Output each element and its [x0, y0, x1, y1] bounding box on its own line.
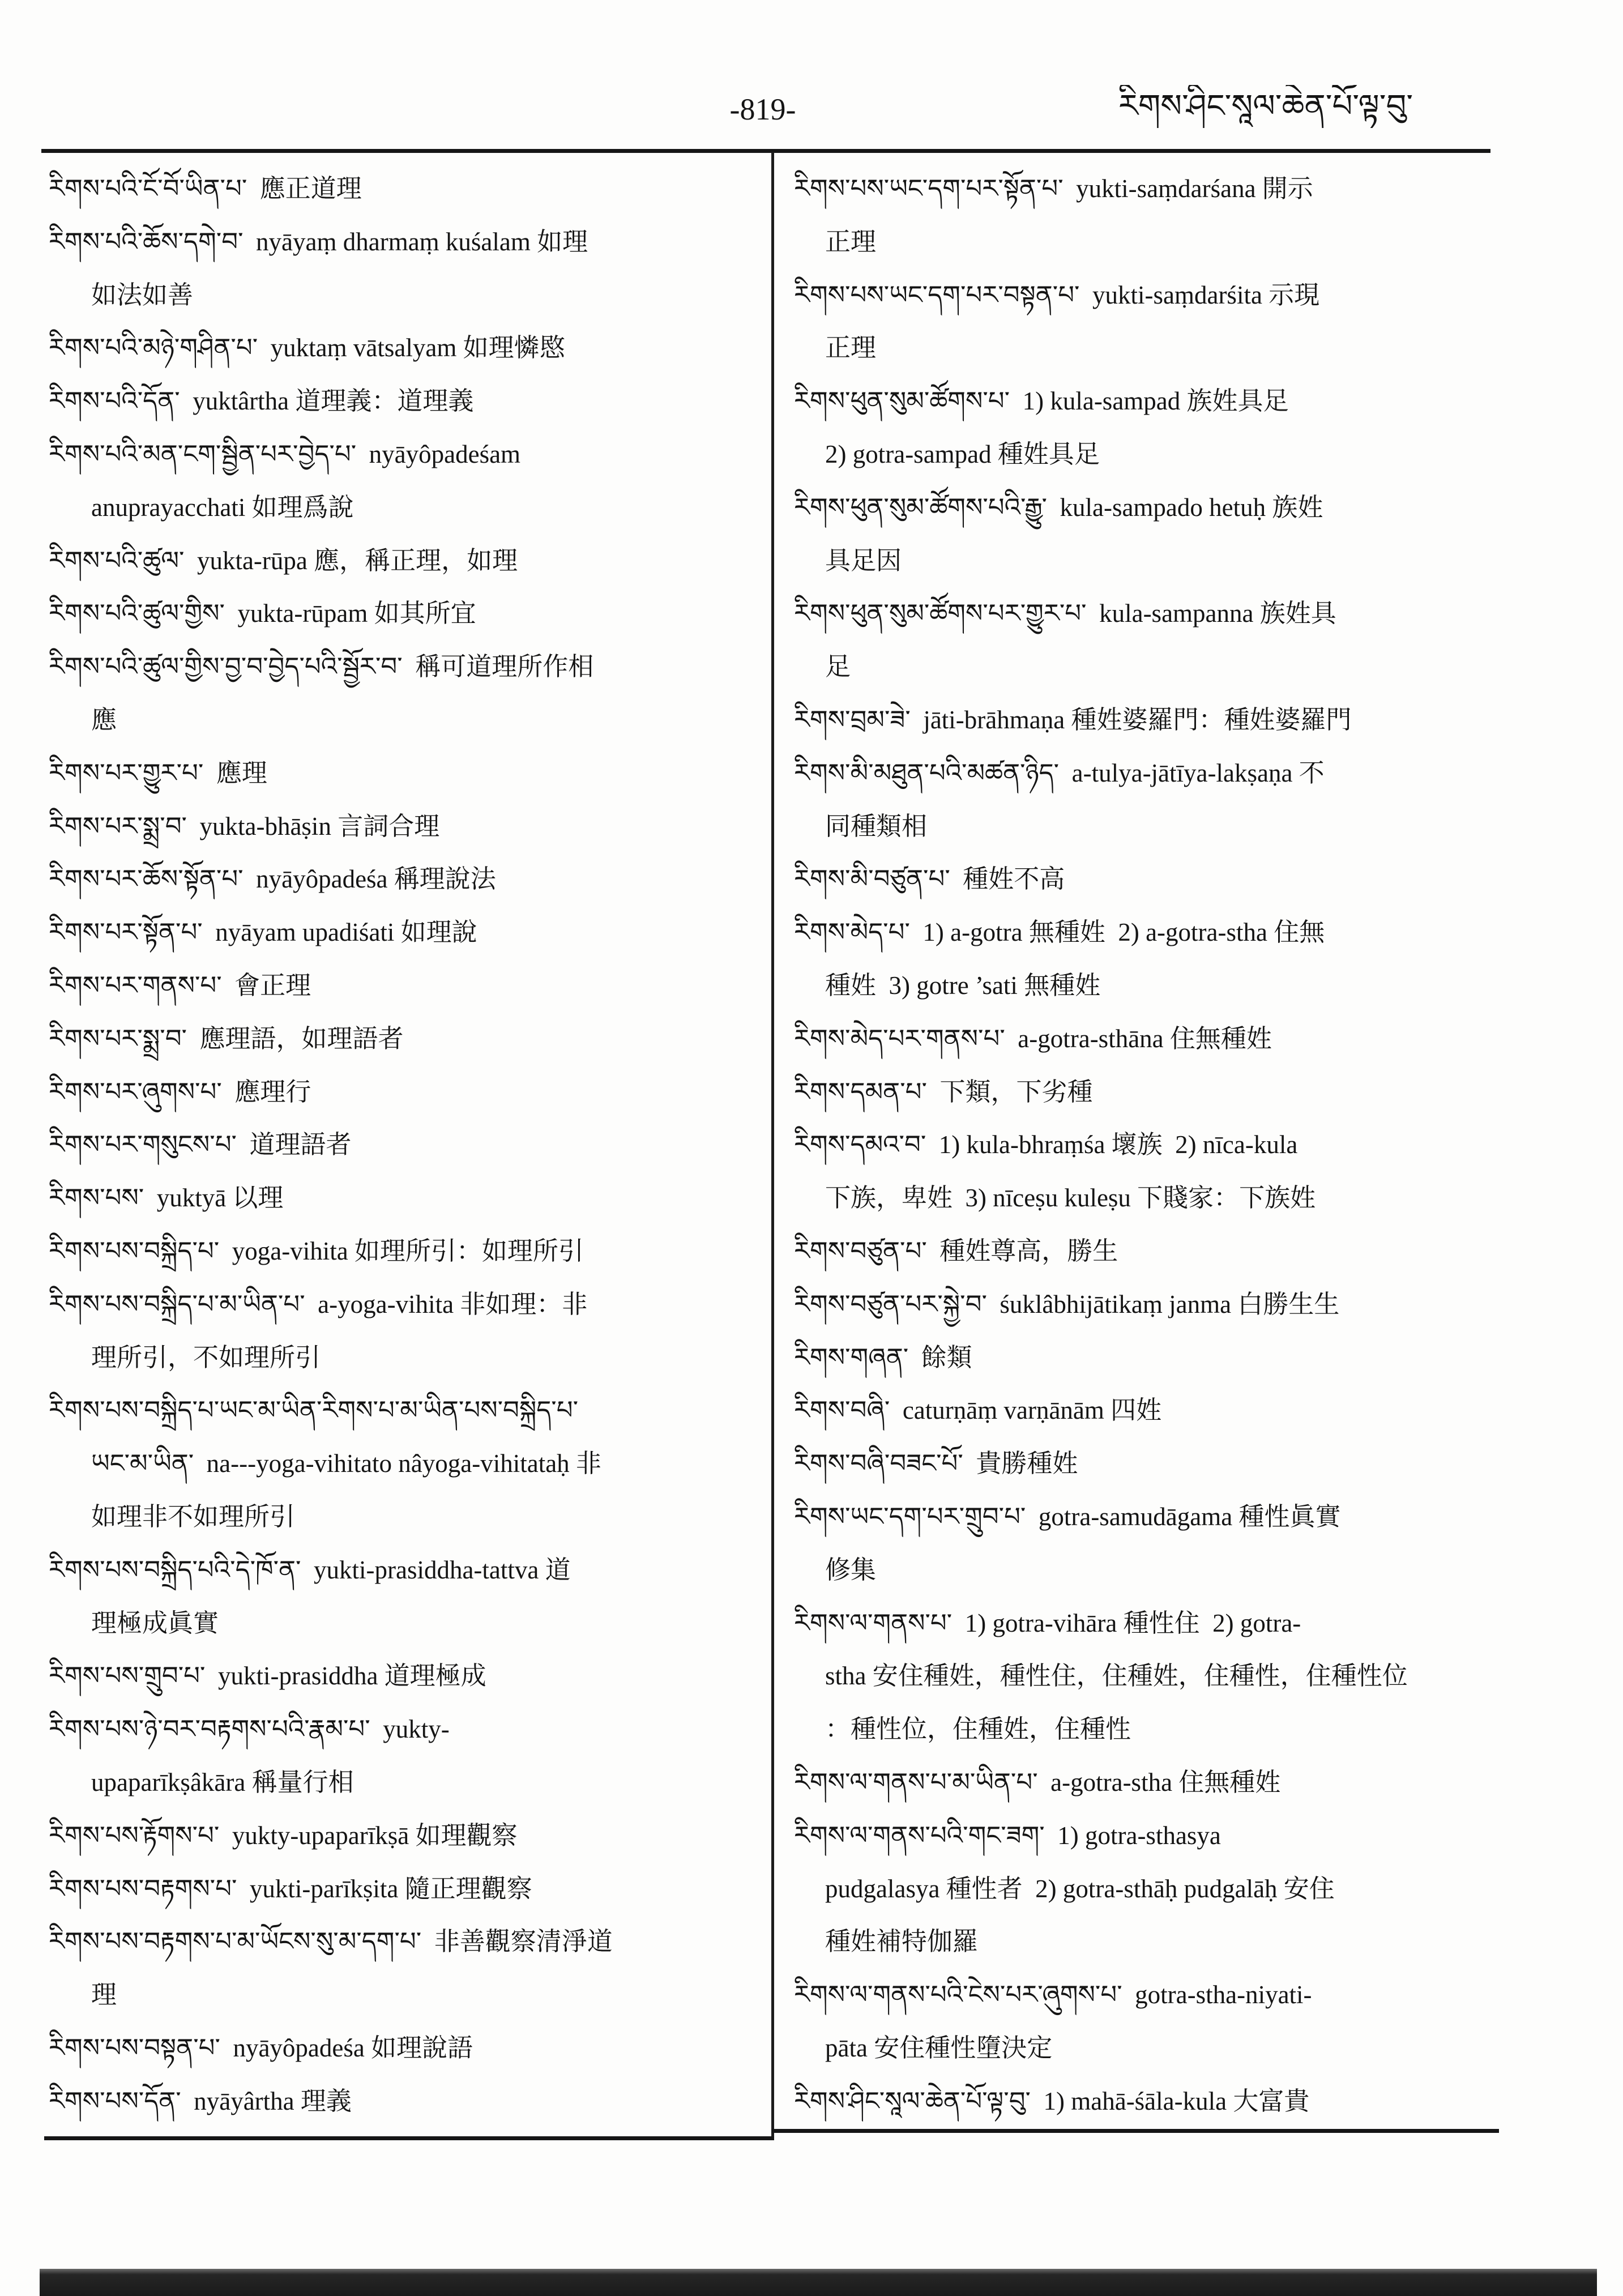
entry-headline: རིགས་པས་བསྐྲིད་པ་ཡང་མ་ཡིན་རིགས་པ་མ་ཡིན་པས་བསྐྲིད་པ་ — [49, 1396, 579, 1425]
entry-headline: རིགས་ཕུན་སུམ་ཚོགས་པའི་རྒྱུ་ kula-sampado hetuḥ 族姓 — [794, 493, 1323, 522]
entry-headline: རིགས་པར་ཞུགས་པ་ 應理行 — [49, 1077, 311, 1106]
entry-continuation-line: 理所引，不如理所引 — [91, 1343, 321, 1372]
entry-headline: རིགས་པར་གསུངས་པ་ 道理語者 — [49, 1130, 352, 1159]
entry-continuation-line: 理 — [91, 1981, 117, 2009]
dictionary-entry — [794, 1119, 1496, 1225]
dictionary-entry — [794, 1013, 1496, 1066]
entry-continuation-line: 正理 — [825, 227, 877, 256]
dictionary-entry — [49, 535, 763, 588]
dictionary-entry — [49, 428, 763, 535]
entry-continuation-line: stha 安住種姓，種性住，住種姓，住種性，住種性位 — [825, 1662, 1408, 1691]
entry-headline: རིགས་པའི་ཚུལ་ yukta-rūpa 應，稱正理，如理 — [49, 546, 518, 575]
entry-headline: རིགས་པས་ཡང་དག་པར་བསྟན་པ་ yukti-saṃdarśita 示現 — [794, 280, 1320, 309]
entry-headline: རིགས་ཤིང་སཱལ་ཆེན་པོ་ལྟ་བུ་ 1) mahā-śāla-kula 大富貴 — [794, 2086, 1310, 2115]
dictionary-entry — [794, 163, 1496, 269]
entry-continuation-line: pāta 安住種性墮決定 — [825, 2033, 1053, 2062]
entry-continuation-line: 正理 — [825, 334, 877, 362]
bottom-rule-left — [44, 2136, 774, 2140]
entry-headline: རིགས་ཡང་དག་པར་གྲུབ་པ་ gotra-samudāgama 種性眞實 — [794, 1502, 1341, 1531]
dictionary-entry — [794, 1278, 1496, 1331]
entry-continuation-line: pudgalasya 種性者 2) gotra-sthāḥ pudgalāḥ 安住 — [825, 1874, 1335, 1903]
dictionary-entry — [49, 1066, 763, 1119]
entry-headline: རིགས་བྲམ་ཟེ་ jāti-brāhmaṇa 種姓婆羅門：種姓婆羅門 — [794, 705, 1352, 734]
entry-headline: རིགས་པས་བསྐྲིད་པ་ yoga-vihita 如理所引：如理所引 — [49, 1236, 584, 1265]
dictionary-entry — [49, 1384, 763, 1543]
dictionary-entry — [794, 1331, 1496, 1385]
entry-headline: རིགས་པའི་ཚུལ་གྱིས་ yukta-rūpam 如其所宜 — [49, 599, 476, 628]
entry-headline: རིགས་པའི་དོན་ yuktârtha 道理義：道理義 — [49, 387, 474, 416]
entry-headline: རིགས་དམའ་བ་ 1) kula-bhraṃśa 壞族 2) nīca-kula — [794, 1130, 1298, 1159]
entry-headline: རིགས་ལ་གནས་པ་ 1) gotra-vihāra 種性住 2) gotra- — [794, 1608, 1301, 1637]
entry-continuation-line: 具足因 — [825, 546, 902, 575]
dictionary-entry — [49, 1650, 763, 1703]
entry-headline: རིགས་པར་གྱུར་པ་ 應理 — [49, 758, 267, 787]
entry-continuation-line: anuprayacchati 如理爲說 — [91, 493, 354, 522]
dictionary-entry — [794, 2075, 1496, 2128]
dictionary-entry — [794, 694, 1496, 747]
dictionary-entry — [49, 163, 763, 216]
entry-headline: རིགས་པས་རྟོགས་པ་ yukty-upaparīkṣā 如理觀察 — [49, 1821, 518, 1850]
entry-continuation-line: 種姓補特伽羅 — [825, 1927, 979, 1956]
entry-headline: རིགས་ལ་གནས་པའི་ངེས་པར་ཞུགས་པ་ gotra-stha-niyati- — [794, 1981, 1312, 2009]
left-column — [49, 163, 763, 2131]
dictionary-entry — [49, 2075, 763, 2128]
dictionary-entry — [49, 800, 763, 853]
entry-continuation-line: ཡང་མ་ཡིན་ na---yoga-vihitato nâyoga-vihitataḥ 非 — [91, 1449, 601, 1478]
entry-headline: རིགས་པས་བསྐྲིད་པའི་དེ་ཁོ་ན་ yukti-prasiddha-tattva 道 — [49, 1555, 571, 1584]
entry-headline: རིགས་པའི་མཉེ་གཤིན་པ་ yuktaṃ vātsalyam 如理憐愍 — [49, 334, 565, 362]
entry-continuation-line: 理極成眞實 — [91, 1608, 219, 1637]
dictionary-entry — [794, 587, 1496, 694]
entry-continuation-line: upaparīkṣâkāra 稱量行相 — [91, 1768, 354, 1796]
entry-continuation-line: 足 — [825, 652, 851, 681]
entry-headline: རིགས་པས་དོན་ nyāyârtha 理義 — [49, 2086, 352, 2115]
entry-continuation-line: 同種類相 — [825, 812, 928, 840]
dictionary-entry — [794, 375, 1496, 481]
dictionary-entry — [49, 747, 763, 800]
entry-headline: རིགས་པའི་ཚུལ་གྱིས་བྱ་བ་བྱེད་པའི་སྦྱོར་བ་ 稱可道理所作相 — [49, 652, 594, 681]
entry-headline: རིགས་ལ་གནས་པ་མ་ཡིན་པ་ a-gotra-stha 住無種姓 — [794, 1768, 1281, 1796]
dictionary-entry — [794, 1756, 1496, 1810]
entry-headline: རིགས་པའི་ཆོས་དགེ་བ་ nyāyaṃ dharmaṃ kuśalam 如理 — [49, 227, 588, 256]
dictionary-entry — [49, 1119, 763, 1172]
entry-continuation-line: 修集 — [825, 1555, 877, 1584]
dictionary-entry — [794, 1491, 1496, 1597]
dictionary-entry — [49, 1810, 763, 1863]
entry-headline: རིགས་པར་སྟོན་པ་ nyāyam upadiśati 如理說 — [49, 918, 477, 947]
entry-headline: རིགས་པས་ yuktyā 以理 — [49, 1184, 284, 1213]
entry-continuation-line: 下族，卑姓 3) nīceṣu kuleṣu 下賤家：下族姓 — [825, 1184, 1316, 1213]
entry-headline: རིགས་མེད་པ་ 1) a-gotra 無種姓 2) a-gotra-stha 住無 — [794, 918, 1325, 947]
entry-headline: རིགས་པས་བརྟགས་པ་མ་ཡོངས་སུ་མ་དག་པ་ 非善觀察清淨道 — [49, 1927, 613, 1956]
dictionary-entry — [49, 1225, 763, 1278]
entry-headline: རིགས་པའི་ངོ་བོ་ཡིན་པ་ 應正道理 — [49, 174, 362, 203]
dictionary-entry — [794, 1225, 1496, 1278]
dictionary-entry — [49, 1863, 763, 1916]
dictionary-entry — [49, 906, 763, 959]
dictionary-entry — [49, 959, 763, 1013]
dictionary-entry — [794, 906, 1496, 1013]
dictionary-entry — [794, 1437, 1496, 1491]
dictionary-entry — [49, 2022, 763, 2075]
entry-headline: རིགས་པས་ཉེ་བར་བརྟགས་པའི་རྣམ་པ་ yukty- — [49, 1715, 450, 1744]
entry-headline: རིགས་པས་བསྐྲིད་པ་མ་ཡིན་པ་ a-yoga-vihita 非如理：非 — [49, 1290, 588, 1318]
entry-headline: རིགས་པས་ཡང་དག་པར་སྟོན་པ་ yukti-saṃdarśana 開示 — [794, 174, 1313, 203]
entry-headline: རིགས་བཙུན་པ་ 種姓尊高，勝生 — [794, 1236, 1118, 1265]
entry-headline: རིགས་པའི་མན་ངག་སྦྱིན་པར་བྱེད་པ་ nyāyôpadeśam — [49, 439, 521, 468]
dictionary-entry — [49, 375, 763, 428]
dictionary-entry — [794, 853, 1496, 906]
top-rule — [41, 149, 1490, 153]
dictionary-entry — [49, 1278, 763, 1385]
entry-continuation-line: ：種性位，住種姓，住種性 — [825, 1715, 1131, 1744]
entry-headline: རིགས་པས་བསྟན་པ་ nyāyôpadeśa 如理說語 — [49, 2033, 473, 2062]
dictionary-entry — [49, 1544, 763, 1650]
entry-continuation-line: 2) gotra-sampad 種姓具足 — [825, 439, 1100, 468]
entry-headline: རིགས་ལ་གནས་པའི་གང་ཟག་ 1) gotra-sthasya — [794, 1821, 1221, 1850]
entry-headline: རིགས་མི་མཐུན་པའི་མཚན་ཉིད་ a-tulya-jātīya-lakṣaṇa 不 — [794, 758, 1325, 787]
dictionary-entry — [794, 1969, 1496, 2075]
entry-headline: རིགས་དམན་པ་ 下類，下劣種 — [794, 1077, 1093, 1106]
entry-headline: རིགས་གཞན་ 餘類 — [794, 1343, 972, 1372]
entry-headline: རིགས་མེད་པར་གནས་པ་ a-gotra-sthāna 住無種姓 — [794, 1024, 1272, 1053]
entry-headline: རིགས་པས་བརྟགས་པ་ yukti-parīkṣita 隨正理觀察 — [49, 1874, 532, 1903]
dictionary-entry — [49, 587, 763, 641]
entry-headline: རིགས་བཙུན་པར་སྐྱེ་བ་ śuklâbhijātikaṃ janma 白勝生生 — [794, 1290, 1340, 1318]
dictionary-entry — [794, 1810, 1496, 1969]
column-divider — [771, 152, 774, 2140]
entry-headline: རིགས་པས་གྲུབ་པ་ yukti-prasiddha 道理極成 — [49, 1662, 486, 1691]
entry-headline: རིགས་བཞི་བཟང་པོ་ 貴勝種姓 — [794, 1449, 1078, 1478]
entry-headline: རིགས་ཕུན་སུམ་ཚོགས་པ་ 1) kula-sampad 族姓具足 — [794, 387, 1289, 416]
entry-headline: རིགས་པར་གནས་པ་ 會正理 — [49, 971, 311, 1000]
dictionary-entry — [49, 1013, 763, 1066]
entry-continuation-line: 如法如善 — [91, 280, 194, 309]
dictionary-entry — [49, 853, 763, 906]
entry-headline: རིགས་མི་བཙུན་པ་ 種姓不高 — [794, 865, 1065, 894]
entry-continuation-line: 應 — [91, 705, 117, 734]
dictionary-entry — [49, 1703, 763, 1810]
right-column — [794, 163, 1496, 2131]
dictionary-entry — [794, 1597, 1496, 1756]
bottom-rule-right — [771, 2129, 1499, 2133]
dictionary-entry — [49, 641, 763, 747]
dictionary-entry — [794, 1066, 1496, 1119]
dictionary-entry — [794, 269, 1496, 375]
entry-headline: རིགས་ཕུན་སུམ་ཚོགས་པར་གྱུར་པ་ kula-sampanna 族姓具 — [794, 599, 1336, 628]
running-head: རིགས་ཤིང་སཱལ་ཆེན་པོ་ལྟ་བུ་ — [1118, 88, 1413, 125]
dictionary-entry — [794, 481, 1496, 588]
dictionary-entry — [49, 322, 763, 375]
entry-headline: རིགས་པར་སྨྲ་བ་ yukta-bhāṣin 言詞合理 — [49, 812, 440, 840]
entry-headline: རིགས་པར་སྨྲ་བ་ 應理語，如理語者 — [49, 1024, 404, 1053]
entry-continuation-line: 種姓 3) gotre ’sati 無種姓 — [825, 971, 1101, 1000]
scan-edge-band — [40, 2269, 1597, 2296]
dictionary-entry — [794, 1384, 1496, 1437]
dictionary-entry — [49, 216, 763, 322]
entry-headline: རིགས་བཞི་ caturṇāṃ varṇānām 四姓 — [794, 1396, 1162, 1425]
dictionary-entry — [49, 1172, 763, 1225]
entry-headline: རིགས་པར་ཆོས་སྟོན་པ་ nyāyôpadeśa 稱理說法 — [49, 865, 496, 894]
entry-continuation-line: 如理非不如理所引 — [91, 1502, 296, 1531]
dictionary-entry — [794, 747, 1496, 853]
dictionary-entry — [49, 1915, 763, 2022]
page-number: -819- — [729, 92, 796, 126]
